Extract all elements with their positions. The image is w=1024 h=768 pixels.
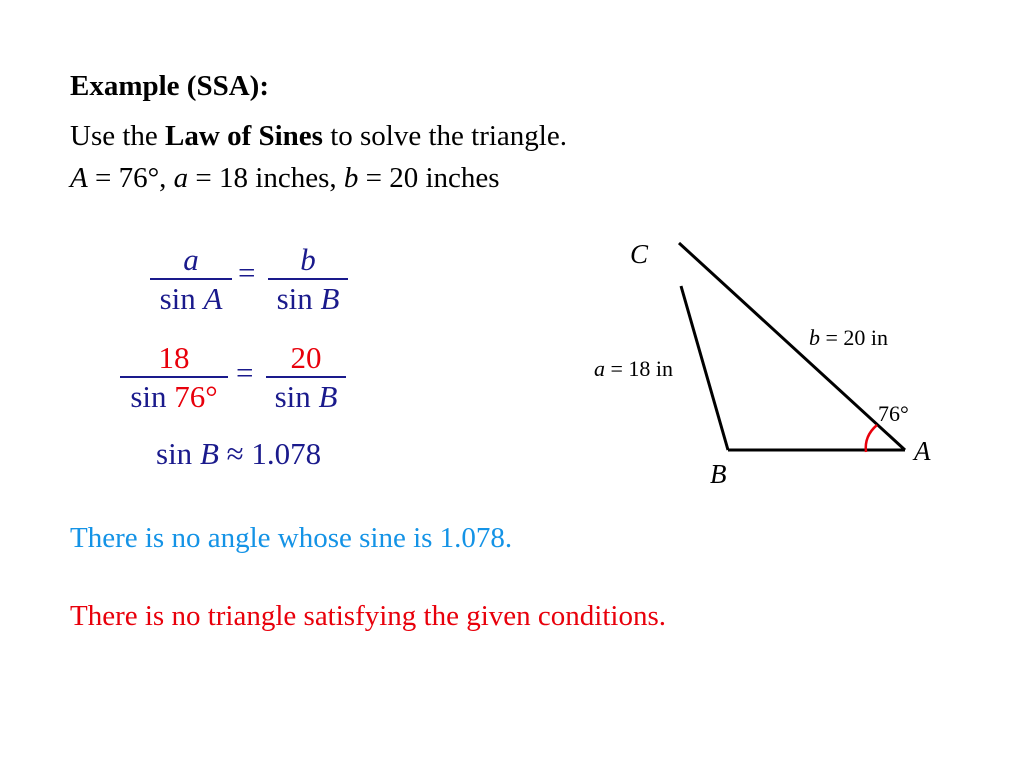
eq1-left-denominator: sin A (159, 280, 223, 316)
vertex-A-label: A (914, 436, 931, 466)
no-angle-note: There is no angle whose sine is 1.078. (70, 522, 513, 554)
instruction-after: to solve the triangle. (322, 120, 567, 152)
side-b-label: b = 20 in (809, 325, 889, 350)
eq1-left-numerator: a (183, 242, 199, 277)
given-a-val: = 18 inches, (188, 162, 344, 194)
eq1-right-denominator: sin B (276, 280, 340, 316)
eq1-right-numerator: b (300, 242, 316, 277)
instruction-before: Use the (70, 120, 166, 152)
side-a-label: a = 18 in (594, 356, 674, 381)
angle-A-label: 76° (878, 401, 909, 426)
given-A-val: = 76°, (87, 162, 174, 194)
law-of-sines-term: Law of Sines (165, 120, 323, 152)
no-triangle-note: There is no triangle satisfying the given conditions. (70, 600, 666, 632)
eq2-right-numerator: 20 (290, 340, 322, 375)
eq3-approx: ≈ (218, 436, 252, 471)
vertex-B-label: B (710, 459, 727, 489)
eq3-fn: sin (156, 436, 200, 471)
given-A-var: A (70, 162, 88, 194)
eq3-var: B (199, 436, 219, 471)
given-a-var: a (173, 162, 189, 194)
eq2-left-numerator: 18 (158, 340, 190, 375)
eq1-equals: = (238, 255, 256, 290)
given-b-val: = 20 inches (358, 162, 500, 194)
eq2-left-denominator: sin 76° (130, 378, 218, 414)
vertex-C-label: C (630, 239, 649, 269)
given-b-var: b (343, 162, 359, 194)
side-a-segment (681, 286, 728, 450)
angle-A-arc (866, 425, 877, 452)
eq2-equals: = (236, 355, 254, 390)
example-heading: Example (SSA): (70, 70, 269, 102)
eq2-right-denominator: sin B (274, 378, 338, 414)
eq3-value: 1.078 (251, 436, 322, 471)
